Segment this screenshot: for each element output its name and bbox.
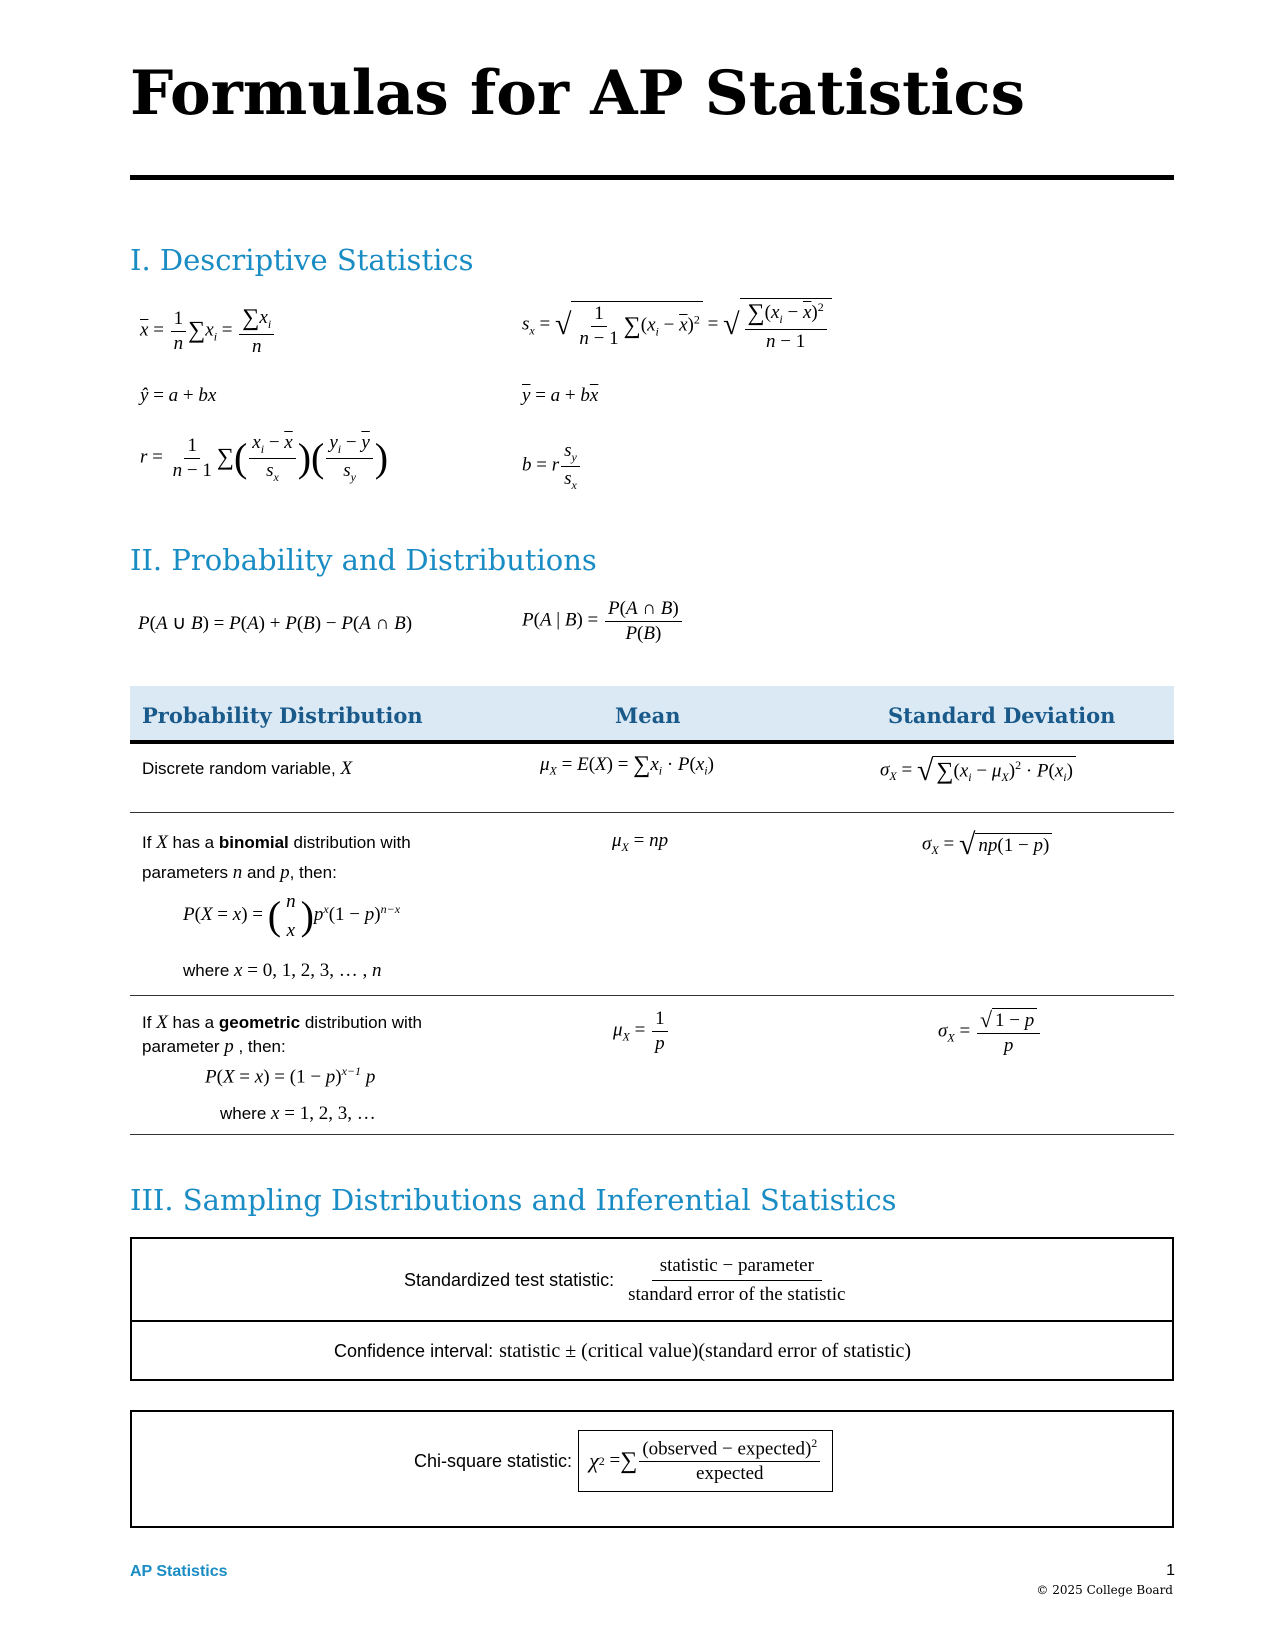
confidence-interval-formula: Confidence interval: statistic ± (critical value)(standard error of statistic) bbox=[334, 1340, 912, 1362]
table-bottom-rule bbox=[130, 1134, 1174, 1135]
formula-union: P(A ∪ B) = P(A) + P(B) − P(A ∩ B) bbox=[138, 613, 413, 634]
discrete-label: Discrete random variable, X bbox=[142, 758, 353, 779]
header-distribution: Probability Distribution bbox=[142, 703, 423, 728]
header-divider bbox=[130, 740, 1174, 744]
geometric-mean: $\mu_X$ = $\frac{1}{p}$ bbox=[613, 1008, 670, 1055]
formula-conditional: P(A | B) = $\frac{P(A \cap B)}{P(B)}$ bbox=[522, 598, 684, 645]
header-mean: Mean bbox=[615, 703, 681, 728]
inference-divider bbox=[130, 1320, 1174, 1322]
geometric-support: where x = 1, 2, 3, … bbox=[220, 1103, 376, 1124]
row-divider bbox=[130, 995, 1174, 996]
page-title: Formulas for AP Statistics bbox=[130, 58, 1025, 129]
title-divider bbox=[130, 175, 1174, 180]
discrete-mean: $\mu_X = E(X) = \sum x_i \cdot P(x_i)$ bbox=[540, 752, 714, 778]
formula-regression-mean: $\overline{y} = a + b\overline{x}$ bbox=[522, 385, 599, 406]
binomial-mean: $\mu_X$ = np bbox=[612, 830, 669, 854]
section-heading-probability: II. Probability and Distributions bbox=[130, 543, 597, 577]
section-heading-inference: III. Sampling Distributions and Inferential Statistics bbox=[130, 1183, 897, 1217]
formula-mean: $\overline{x}$ = $\frac{1}{n}$ $\sum x_i$ = $\frac{\sum x_i}{n}$ bbox=[140, 305, 276, 357]
formula-regression-line: ŷ = a + bx bbox=[140, 385, 217, 406]
copyright: © 2025 College Board bbox=[1036, 1583, 1173, 1597]
section-heading-descriptive: I. Descriptive Statistics bbox=[130, 243, 474, 277]
chi-square-formula: Chi-square statistic: χ 2 = ∑ $\frac{(observed - expected)^2}{\text{expected}}$ bbox=[414, 1430, 833, 1492]
geometric-pmf: $P(X = x) = (1 - p)^{x-1}$ p bbox=[205, 1064, 376, 1088]
formula-slope: b = r $\frac{s_y}{s_x}$ bbox=[522, 440, 582, 492]
binomial-std-dev: $\sigma_X$ = √ np(1 − p) bbox=[922, 830, 1052, 860]
geometric-param: parameter p , then: bbox=[142, 1036, 286, 1057]
binomial-pmf: P(X = x) = ( n x )$p^x(1 - p)^{n-x}$ bbox=[183, 891, 401, 941]
binomial-intro: If X has a binomial distribution with bbox=[142, 832, 411, 853]
binomial-support: where x = 0, 1, 2, 3, … , n bbox=[183, 960, 382, 981]
geometric-std-dev: $\sigma_X$ = √ 1 − p p bbox=[938, 1008, 1042, 1057]
page-number: 1 bbox=[1166, 1562, 1175, 1579]
formula-correlation: r = $\frac{1}{n - 1}$ ∑( $\frac{x_i - \overline{x}}{s_x}$ )( $\frac{y_i - \overline{y}}{s_y}$ ) bbox=[140, 432, 389, 484]
discrete-std-dev: $\sigma_X$ = √ $\sum(x_i - \mu_X)^2 \cdot P(x_i)$ bbox=[880, 756, 1076, 786]
geometric-intro: If X has a geometric distribution with bbox=[142, 1012, 423, 1033]
header-std-dev: Standard Deviation bbox=[888, 703, 1116, 728]
footer-course: AP Statistics bbox=[130, 1563, 228, 1580]
binomial-params: parameters n and p, then: bbox=[142, 862, 337, 883]
test-statistic-formula: Standardized test statistic: $\frac{\text{statistic − parameter}}{\text{standard error of the statistic}}$ bbox=[404, 1255, 846, 1305]
formula-std-dev: $s_x$ = √ $\frac{1}{n - 1}$ $\sum(x_i - \overline{x})^2$ = √ $\frac{\sum(x_i - \overline{x})^2}{n - 1}$ bbox=[522, 298, 832, 352]
row-divider bbox=[130, 812, 1174, 813]
